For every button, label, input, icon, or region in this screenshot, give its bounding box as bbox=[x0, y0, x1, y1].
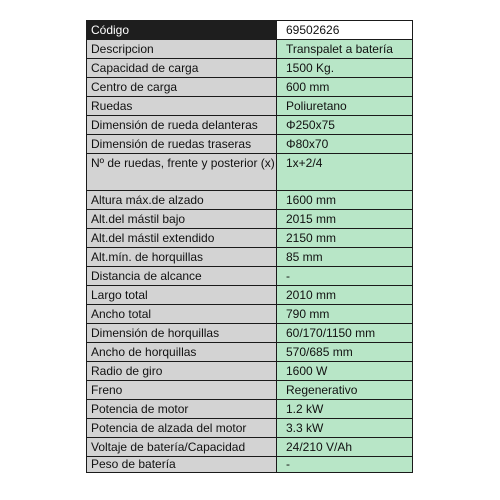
table-row bbox=[87, 362, 413, 381]
row-value: 2015 mm bbox=[277, 210, 413, 229]
row-label: Ancho total bbox=[87, 305, 277, 324]
row-label: Ruedas bbox=[87, 97, 277, 116]
row-value: 1600 W bbox=[277, 362, 413, 381]
row-label: Voltaje de batería/Capacidad bbox=[87, 438, 277, 457]
row-value: 85 mm bbox=[277, 248, 413, 267]
row-label: Dimensión de rueda delanteras bbox=[87, 116, 277, 135]
row-value: 600 mm bbox=[277, 78, 413, 97]
row-label: Centro de carga bbox=[87, 78, 277, 97]
row-label: Radio de giro bbox=[87, 362, 277, 381]
header-label: Código bbox=[87, 21, 277, 40]
row-label: Alt.mín. de horquillas bbox=[87, 248, 277, 267]
row-label: Distancia de alcance bbox=[87, 267, 277, 286]
row-label: Potencia de alzada del motor bbox=[87, 419, 277, 438]
row-value: 1x+2/4 bbox=[277, 154, 413, 191]
table-row bbox=[87, 154, 413, 191]
row-value: 1500 Kg. bbox=[277, 59, 413, 78]
row-value: 24/210 V/Ah bbox=[277, 438, 413, 457]
row-value: 2010 mm bbox=[277, 286, 413, 305]
row-value: 1600 mm bbox=[277, 191, 413, 210]
table-row bbox=[87, 419, 413, 438]
row-value: Φ250x75 bbox=[277, 116, 413, 135]
row-label: Alt.del mástil extendido bbox=[87, 229, 277, 248]
row-label: Dimensión de ruedas traseras bbox=[87, 135, 277, 154]
table-row bbox=[87, 305, 413, 324]
row-label: Alt.del mástil bajo bbox=[87, 210, 277, 229]
table-row bbox=[87, 457, 413, 473]
table-row bbox=[87, 343, 413, 362]
row-value: - bbox=[277, 267, 413, 286]
row-value: 570/685 mm bbox=[277, 343, 413, 362]
row-label: Altura máx.de alzado bbox=[87, 191, 277, 210]
row-value: Transpalet a batería bbox=[277, 40, 413, 59]
table-row bbox=[87, 191, 413, 210]
row-value: 1.2 kW bbox=[277, 400, 413, 419]
row-label: Freno bbox=[87, 381, 277, 400]
row-value: Poliuretano bbox=[277, 97, 413, 116]
row-label: Descripcion bbox=[87, 40, 277, 59]
row-value: 3.3 kW bbox=[277, 419, 413, 438]
table-row bbox=[87, 248, 413, 267]
row-value: 790 mm bbox=[277, 305, 413, 324]
row-label: Dimensión de horquillas bbox=[87, 324, 277, 343]
table-row bbox=[87, 135, 413, 154]
row-value: Φ80x70 bbox=[277, 135, 413, 154]
table-row bbox=[87, 400, 413, 419]
table-row bbox=[87, 116, 413, 135]
row-label: Potencia de motor bbox=[87, 400, 277, 419]
table-row bbox=[87, 78, 413, 97]
spec-table bbox=[86, 20, 413, 473]
row-label: Nº de ruedas, frente y posterior (x) bbox=[87, 154, 277, 191]
table-header-row bbox=[87, 21, 413, 40]
header-value: 69502626 bbox=[277, 21, 413, 40]
table-row bbox=[87, 286, 413, 305]
row-label: Largo total bbox=[87, 286, 277, 305]
row-value: Regenerativo bbox=[277, 381, 413, 400]
table-row bbox=[87, 97, 413, 116]
row-value: - bbox=[277, 457, 413, 473]
row-value: 2150 mm bbox=[277, 229, 413, 248]
table-row bbox=[87, 210, 413, 229]
table-row bbox=[87, 229, 413, 248]
table-row bbox=[87, 381, 413, 400]
table-row bbox=[87, 59, 413, 78]
table-row bbox=[87, 40, 413, 59]
row-label: Ancho de horquillas bbox=[87, 343, 277, 362]
row-label: Capacidad de carga bbox=[87, 59, 277, 78]
row-label: Peso de batería bbox=[87, 457, 277, 473]
table-row bbox=[87, 324, 413, 343]
row-value: 60/170/1150 mm bbox=[277, 324, 413, 343]
table-row bbox=[87, 267, 413, 286]
table-row bbox=[87, 438, 413, 457]
